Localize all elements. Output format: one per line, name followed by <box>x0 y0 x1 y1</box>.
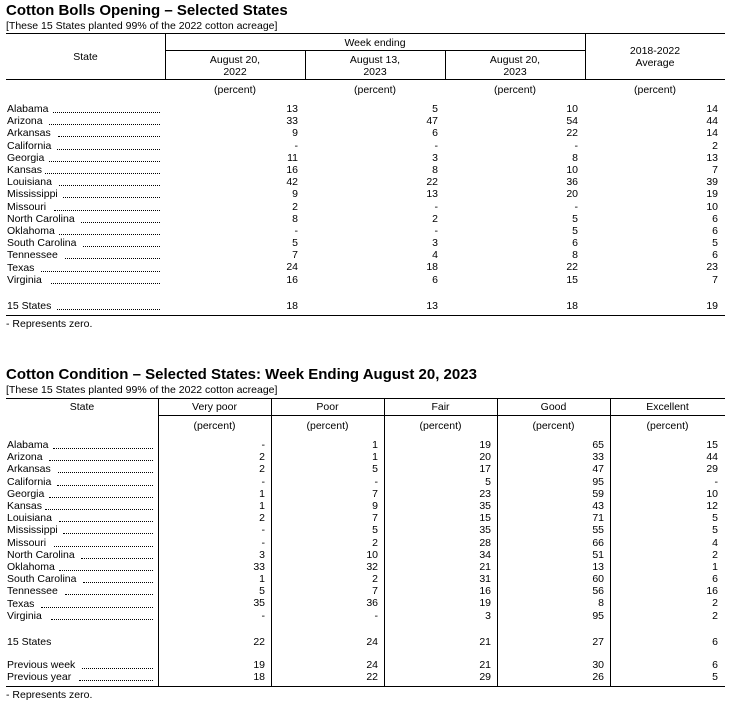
dot-leader <box>49 497 153 498</box>
value-cell: 47 <box>592 463 604 476</box>
value-cell: 22 <box>566 261 578 274</box>
table1-week-rule <box>165 50 585 51</box>
state-label: Kansas <box>7 164 43 176</box>
table2-prev-week-value: 24 <box>366 659 378 671</box>
state-label: Alabama <box>7 103 49 115</box>
value-cell: 2 <box>432 212 438 225</box>
state-label: Arizona <box>7 115 43 128</box>
table2-divider <box>610 398 611 686</box>
state-label: Georgia <box>7 151 45 164</box>
dot-leader <box>63 197 160 198</box>
value-cell: 2 <box>372 536 378 549</box>
value-cell: - <box>261 536 265 549</box>
value-cell: - <box>434 200 438 213</box>
table2-total-value: 22 <box>253 636 265 648</box>
value-cell: 5 <box>372 524 378 537</box>
value-cell: 2 <box>712 139 718 152</box>
table2-subtitle: [These 15 States planted 99% of the 2022 cotton acreage] <box>6 384 278 396</box>
value-cell: 19 <box>479 597 491 610</box>
value-cell: 43 <box>592 499 604 512</box>
value-cell: 31 <box>479 573 491 586</box>
state-label: Mississippi <box>7 188 58 201</box>
table2-unit: (percent) <box>646 420 689 432</box>
state-label: Arkansas <box>7 127 51 140</box>
value-cell: 33 <box>286 115 298 128</box>
value-cell: 32 <box>366 560 378 573</box>
value-cell: 44 <box>706 451 718 464</box>
value-cell: 5 <box>712 512 718 525</box>
value-cell: 14 <box>706 127 718 140</box>
value-cell: 6 <box>712 249 718 262</box>
value-cell: 16 <box>286 163 298 176</box>
value-cell: 65 <box>592 439 604 451</box>
value-cell: 44 <box>706 115 718 128</box>
table1-aug20-2022-values <box>240 103 298 286</box>
value-cell: 5 <box>712 524 718 537</box>
table1-total-value: 18 <box>566 300 578 312</box>
state-label: Virginia <box>7 609 42 622</box>
value-cell: 55 <box>592 524 604 537</box>
dot-leader <box>49 124 160 125</box>
table2-header-rule <box>158 415 725 416</box>
value-cell: - <box>714 475 718 488</box>
table1-col-aug20-2022: August 20, 2022 <box>209 54 261 78</box>
value-cell: 51 <box>592 548 604 561</box>
table2-prev-week-value: 30 <box>592 659 604 671</box>
table1-col-average: 2018-2022 Average <box>629 45 681 69</box>
value-cell: 3 <box>432 151 438 164</box>
value-cell: 59 <box>592 487 604 500</box>
dot-leader <box>41 607 153 608</box>
table2-unit: (percent) <box>306 420 349 432</box>
dot-leader <box>65 258 160 259</box>
table2-col-fair: Fair <box>431 401 450 413</box>
value-cell: 4 <box>712 536 718 549</box>
value-cell: 2 <box>292 200 298 213</box>
table2-divider <box>497 398 498 686</box>
table1-col-aug20-2023: August 20, 2023 <box>489 54 541 78</box>
value-cell: 4 <box>432 249 438 262</box>
table2-good-values <box>549 439 604 622</box>
state-label: Virginia <box>7 273 42 286</box>
value-cell: 22 <box>566 127 578 140</box>
value-cell: 42 <box>286 176 298 189</box>
value-cell: 5 <box>259 585 265 598</box>
table1-total-value: 18 <box>286 300 298 312</box>
value-cell: 9 <box>292 188 298 201</box>
state-label: Alabama <box>7 439 49 451</box>
table2-prev-year-value: 26 <box>592 671 604 683</box>
value-cell: - <box>574 200 578 213</box>
state-label: California <box>7 139 52 152</box>
dot-leader <box>54 210 160 211</box>
state-label: North Carolina <box>7 212 75 225</box>
state-label: Arizona <box>7 451 43 464</box>
state-label: South Carolina <box>7 573 77 586</box>
value-cell: 54 <box>566 115 578 128</box>
value-cell: 2 <box>259 463 265 476</box>
value-cell: 7 <box>372 585 378 598</box>
value-cell: 10 <box>706 200 718 213</box>
dot-leader <box>53 112 160 113</box>
value-cell: 5 <box>292 237 298 250</box>
value-cell: 2 <box>712 609 718 622</box>
value-cell: 5 <box>372 463 378 476</box>
value-cell: 10 <box>566 103 578 115</box>
dot-leader <box>51 619 153 620</box>
table2-bottom-rule <box>6 686 725 687</box>
value-cell: 3 <box>432 237 438 250</box>
dot-leader <box>82 668 153 669</box>
table1-unit: (percent) <box>633 84 676 96</box>
table2-col-poor: Poor <box>316 401 339 413</box>
value-cell: 6 <box>432 273 438 286</box>
dot-leader <box>81 558 153 559</box>
state-label: Texas <box>7 597 35 610</box>
table2-total-value: 21 <box>479 636 491 648</box>
dot-leader <box>59 185 160 186</box>
value-cell: 7 <box>372 487 378 500</box>
dot-leader <box>65 594 153 595</box>
value-cell: 16 <box>479 585 491 598</box>
value-cell: 2 <box>259 451 265 464</box>
value-cell: 2 <box>712 597 718 610</box>
value-cell: 2 <box>259 512 265 525</box>
table2-top-rule <box>6 398 725 399</box>
state-label: Missouri <box>7 200 47 213</box>
table2-col-very-poor: Very poor <box>192 401 237 413</box>
table2-prev-year-value: 5 <box>712 671 718 683</box>
state-label: South Carolina <box>7 237 77 250</box>
value-cell: 22 <box>426 176 438 189</box>
state-label: Mississippi <box>7 524 58 537</box>
table2-very-poor-values <box>210 439 265 622</box>
dot-leader <box>45 509 153 510</box>
dot-leader <box>83 246 160 247</box>
value-cell: 6 <box>712 573 718 586</box>
value-cell: - <box>374 475 378 488</box>
dot-leader <box>58 472 153 473</box>
value-cell: 33 <box>592 451 604 464</box>
value-cell: 35 <box>253 597 265 610</box>
value-cell: 36 <box>566 176 578 189</box>
value-cell: 19 <box>479 439 491 451</box>
value-cell: 35 <box>479 499 491 512</box>
value-cell: 28 <box>479 536 491 549</box>
value-cell: 5 <box>485 475 491 488</box>
value-cell: 6 <box>712 212 718 225</box>
value-cell: 7 <box>712 273 718 286</box>
value-cell: 5 <box>712 237 718 250</box>
state-label: Georgia <box>7 487 45 500</box>
value-cell: 71 <box>592 512 604 525</box>
table2-prev-week-value: 21 <box>479 659 491 671</box>
table2-unit: (percent) <box>532 420 575 432</box>
value-cell: 8 <box>292 212 298 225</box>
table1-footnote: - Represents zero. <box>6 318 93 330</box>
value-cell: 3 <box>485 609 491 622</box>
table2-divider <box>384 398 385 686</box>
dot-leader <box>58 136 160 137</box>
value-cell: - <box>434 224 438 237</box>
table2-total-value: 24 <box>366 636 378 648</box>
table2-fair-values <box>436 439 491 622</box>
value-cell: 47 <box>426 115 438 128</box>
value-cell: 13 <box>286 103 298 115</box>
value-cell: - <box>261 439 265 451</box>
dot-leader <box>57 309 160 310</box>
table1-subtitle: [These 15 States planted 99% of the 2022 cotton acreage] <box>6 20 278 32</box>
table1-aug20-2023-values <box>520 103 578 286</box>
value-cell: 7 <box>292 249 298 262</box>
value-cell: 13 <box>592 560 604 573</box>
value-cell: 6 <box>572 237 578 250</box>
state-label: Louisiana <box>7 176 52 189</box>
dot-leader <box>81 222 160 223</box>
dot-leader <box>59 521 153 522</box>
table2-total-value: 6 <box>712 636 718 648</box>
table2-prev-week-label: Previous week <box>7 659 76 671</box>
value-cell: 7 <box>712 163 718 176</box>
value-cell: 39 <box>706 176 718 189</box>
dot-leader <box>41 271 160 272</box>
value-cell: 11 <box>287 151 298 164</box>
dot-leader <box>49 460 153 461</box>
value-cell: 16 <box>706 585 718 598</box>
value-cell: 13 <box>706 151 718 164</box>
state-label: Tennessee <box>7 249 58 262</box>
table2-col-excellent: Excellent <box>646 401 689 413</box>
state-label: Oklahoma <box>7 225 55 237</box>
dot-leader <box>59 234 160 235</box>
value-cell: 66 <box>592 536 604 549</box>
table1-total-label: 15 States <box>7 300 52 312</box>
value-cell: 9 <box>292 127 298 140</box>
state-label: Oklahoma <box>7 561 55 573</box>
value-cell: 5 <box>572 224 578 237</box>
state-label: Tennessee <box>7 585 58 598</box>
value-cell: 36 <box>366 597 378 610</box>
value-cell: 8 <box>572 151 578 164</box>
value-cell: 13 <box>426 188 438 201</box>
value-cell: 6 <box>432 127 438 140</box>
table1-total-value: 19 <box>706 300 718 312</box>
dot-leader <box>83 582 153 583</box>
table2-prev-year-value: 22 <box>366 671 378 683</box>
value-cell: 35 <box>479 524 491 537</box>
value-cell: 3 <box>259 548 265 561</box>
table1-state-header: State <box>73 51 98 63</box>
value-cell: 16 <box>286 273 298 286</box>
value-cell: 14 <box>706 103 718 115</box>
table1-bottom-rule <box>6 315 725 316</box>
table2-prev-year-value: 18 <box>253 671 265 683</box>
value-cell: 95 <box>592 609 604 622</box>
state-label: Louisiana <box>7 512 52 525</box>
dot-leader <box>49 161 160 162</box>
value-cell: - <box>294 139 298 152</box>
table2-prev-year-label: Previous year <box>7 671 72 683</box>
value-cell: 24 <box>286 261 298 274</box>
table2-title: Cotton Condition – Selected States: Week Ending August 20, 2023 <box>6 366 477 383</box>
table1-header-rule <box>6 79 725 80</box>
table1-col-aug13-2023: August 13, 2023 <box>349 54 401 78</box>
dot-leader <box>51 283 160 284</box>
table1-unit: (percent) <box>493 84 536 96</box>
table2-state-header: State <box>69 401 95 413</box>
value-cell: 9 <box>372 499 378 512</box>
value-cell: 1 <box>372 439 378 451</box>
value-cell: 10 <box>366 548 378 561</box>
value-cell: 34 <box>479 548 491 561</box>
table2-poor-values <box>323 439 378 622</box>
table1-aug13-2023-values <box>380 103 438 286</box>
value-cell: 15 <box>479 512 491 525</box>
dot-leader <box>59 570 153 571</box>
table2-divider <box>271 398 272 686</box>
value-cell: 2 <box>372 573 378 586</box>
value-cell: 6 <box>712 224 718 237</box>
value-cell: 8 <box>432 163 438 176</box>
value-cell: 12 <box>706 499 718 512</box>
state-label: Arkansas <box>7 463 51 476</box>
table2-prev-week-value: 19 <box>253 659 265 671</box>
table2-divider <box>158 398 159 686</box>
value-cell: 17 <box>479 463 491 476</box>
table1-unit: (percent) <box>213 84 256 96</box>
dot-leader <box>63 533 153 534</box>
table2-total-label: 15 States <box>7 636 52 648</box>
table1-week-ending-header: Week ending <box>344 37 406 49</box>
value-cell: 8 <box>572 249 578 262</box>
table1-total-value: 13 <box>426 300 438 312</box>
value-cell: 33 <box>253 560 265 573</box>
state-label: Kansas <box>7 500 43 512</box>
value-cell: 8 <box>598 597 604 610</box>
value-cell: - <box>261 475 265 488</box>
state-label: Missouri <box>7 536 47 549</box>
value-cell: 20 <box>566 188 578 201</box>
value-cell: 15 <box>706 439 718 451</box>
value-cell: - <box>294 224 298 237</box>
value-cell: 21 <box>479 560 491 573</box>
value-cell: 7 <box>372 512 378 525</box>
value-cell: - <box>374 609 378 622</box>
value-cell: 1 <box>259 499 265 512</box>
value-cell: 1 <box>712 560 718 573</box>
value-cell: 5 <box>432 103 438 115</box>
table2-excellent-values <box>663 439 718 622</box>
table1-unit: (percent) <box>353 84 396 96</box>
value-cell: 60 <box>592 573 604 586</box>
value-cell: 2 <box>712 548 718 561</box>
dot-leader <box>57 485 153 486</box>
value-cell: 1 <box>372 451 378 464</box>
value-cell: 29 <box>706 463 718 476</box>
table1-title: Cotton Bolls Opening – Selected States <box>6 2 288 19</box>
value-cell: - <box>434 139 438 152</box>
table2-unit: (percent) <box>193 420 236 432</box>
value-cell: 1 <box>259 573 265 586</box>
value-cell: 18 <box>426 261 438 274</box>
value-cell: - <box>574 139 578 152</box>
value-cell: 19 <box>706 188 718 201</box>
table1-average-values <box>660 103 718 286</box>
table2-prev-year-value: 29 <box>479 671 491 683</box>
table2-footnote: - Represents zero. <box>6 689 93 701</box>
table1-top-rule <box>6 33 725 34</box>
state-label: Texas <box>7 261 35 274</box>
value-cell: 10 <box>706 487 718 500</box>
table2-col-good: Good <box>540 401 567 413</box>
dot-leader <box>54 546 153 547</box>
value-cell: - <box>261 524 265 537</box>
state-label: North Carolina <box>7 548 75 561</box>
value-cell: 56 <box>592 585 604 598</box>
value-cell: - <box>261 609 265 622</box>
state-label: California <box>7 475 52 488</box>
dot-leader <box>79 680 153 681</box>
value-cell: 15 <box>566 273 578 286</box>
dot-leader <box>45 173 160 174</box>
table2-unit: (percent) <box>419 420 462 432</box>
value-cell: 5 <box>572 212 578 225</box>
value-cell: 10 <box>566 163 578 176</box>
value-cell: 23 <box>706 261 718 274</box>
table2-total-value: 27 <box>592 636 604 648</box>
value-cell: 1 <box>259 487 265 500</box>
value-cell: 95 <box>592 475 604 488</box>
table2-prev-week-value: 6 <box>712 659 718 671</box>
dot-leader <box>57 149 160 150</box>
value-cell: 20 <box>479 451 491 464</box>
value-cell: 23 <box>479 487 491 500</box>
dot-leader <box>53 448 153 449</box>
